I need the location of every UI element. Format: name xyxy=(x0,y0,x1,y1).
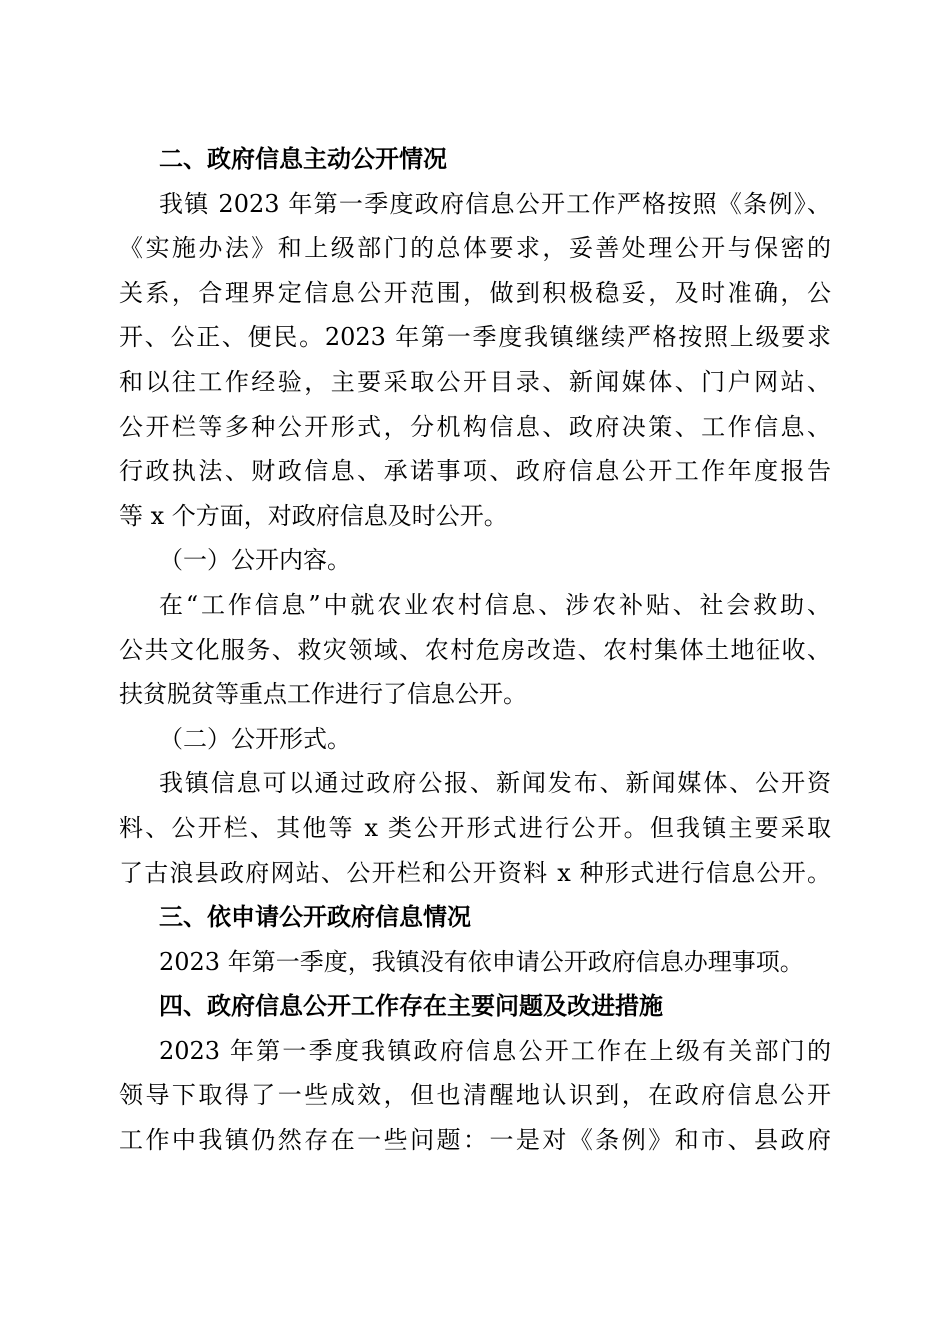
section2-paragraph-line: 等 x 个方面，对政府信息及时公开。 xyxy=(119,501,508,530)
section2-paragraph-line: 我镇 2023 年第一季度政府信息公开工作严格按照《条例》、 xyxy=(159,189,831,218)
section3-heading: 三、依申请公开政府信息情况 xyxy=(159,903,471,932)
section2-heading: 二、政府信息主动公开情况 xyxy=(159,145,447,173)
section2-paragraph-line: 《实施办法》和上级部门的总体要求，妥善处理公开与保密的 xyxy=(119,234,831,263)
document-page xyxy=(119,137,831,1163)
section4-paragraph-line: 工作中我镇仍然存在一些问题：一是对《条例》和市、县政府 xyxy=(119,1126,831,1155)
subsection-form-line: 料、公开栏、其他等 x 类公开形式进行公开。但我镇主要采取 xyxy=(119,813,831,842)
section3-paragraph-line: 2023 年第一季度，我镇没有依申请公开政府信息办理事项。 xyxy=(159,947,804,976)
subsection-heading-content: （一）公开内容。 xyxy=(159,546,351,575)
section2-paragraph-line: 和以往工作经验，主要采取公开目录、新闻媒体、门户网站、 xyxy=(119,367,831,396)
section2-paragraph-line: 关系，合理界定信息公开范围，做到积极稳妥，及时准确，公 xyxy=(119,278,831,307)
section2-paragraph-line: 行政执法、财政信息、承诺事项、政府信息公开工作年度报告 xyxy=(119,457,831,486)
section4-paragraph-line: 领导下取得了一些成效，但也清醒地认识到，在政府信息公开 xyxy=(119,1081,831,1110)
subsection-content-line: 在“工作信息”中就农业农村信息、涉农补贴、社会救助、 xyxy=(159,590,831,619)
section2-paragraph-line: 公开栏等多种公开形式，分机构信息、政府决策、工作信息、 xyxy=(119,412,831,441)
subsection-form-line: 了古浪县政府网站、公开栏和公开资料 x 种形式进行信息公开。 xyxy=(119,858,831,887)
section4-heading: 四、政府信息公开工作存在主要问题及改进措施 xyxy=(159,992,663,1021)
subsection-content-line: 扶贫脱贫等重点工作进行了信息公开。 xyxy=(119,680,527,709)
subsection-heading-form: （二）公开形式。 xyxy=(159,724,351,753)
section2-paragraph-line: 开、公正、便民。2023 年第一季度我镇继续严格按照上级要求 xyxy=(119,323,831,352)
subsection-content-line: 公共文化服务、救灾领域、农村危房改造、农村集体土地征收、 xyxy=(119,635,831,664)
section4-paragraph-line: 2023 年第一季度我镇政府信息公开工作在上级有关部门的 xyxy=(159,1036,831,1065)
subsection-form-line: 我镇信息可以通过政府公报、新闻发布、新闻媒体、公开资 xyxy=(159,769,831,798)
